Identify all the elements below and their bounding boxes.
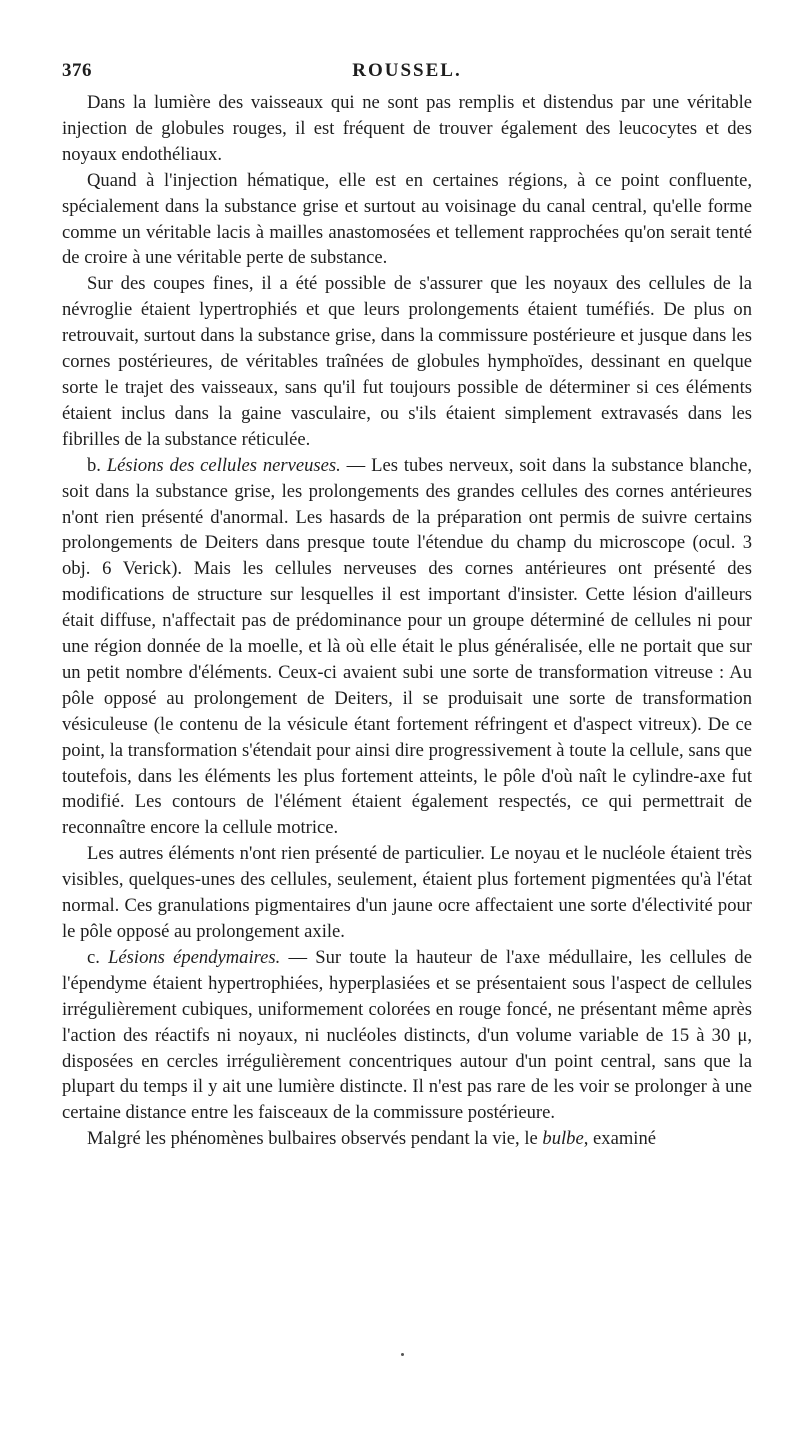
paragraph-text: Dans la lumière des vaisseaux qui ne sont pas remplis et distendus par une véritable injection de globules rouges, il est fréquent de trouver également des leucocytes et des noyaux endothéliaux. [62,92,752,165]
paragraph [62,945,752,1126]
paragraph [62,841,752,945]
paragraph [62,90,752,168]
section-heading: Lésions des cellules nerveuses. [106,454,341,476]
paragraph [62,1126,752,1152]
body-text [62,90,752,1152]
document-page [62,50,752,1152]
paragraph [62,453,752,842]
italic-word: bulbe [542,1128,584,1150]
running-head-author: ROUSSEL. [352,60,462,81]
section-letter: b. [87,454,107,476]
section-letter: c. [87,946,109,968]
section-heading: Lésions épendymaires. [108,946,281,968]
paragraph-text: Quand à l'injection hématique, elle est en certaines régions, à ce point confluente, spécialement dans la substance grise et surtout au voisinage du canal central, qu'elle forme comme un véritable lacis à mailles anastomosées et tellement rapprochées qu'on serait tenté de croire à une véritable perte de substance. [62,169,752,269]
paragraph-text: — Sur toute la hauteur de l'axe médullaire, les cellules de l'épendyme étaient hypertrophiées, hyperplasiées et se présentaient sous l'aspect de cellules irrégulièrement cubiques, uniformement colorées en rouge foncé, ne présentant même après l'action des réactifs ni noyaux, ni nucléoles distincts, d'un volume variable de 15 à 30 μ, disposées en cercles irrégulièrement concentriques autour d'un point central, sans que la plupart du temps il y ait une lumière distincte. Il n'est pas rare de les voir se prolonger à une certaine distance entre les faisceaux de la commissure postérieure. [62,946,752,1124]
paragraph-text: Sur des coupes fines, il a été possible de s'assurer que les noyaux des cellules de la névroglie étaient lypertrophiés et que leurs prolongements étaient tuméfiés. De plus on retrouvait, surtout dans la substance grise, dans la commissure postérieure et jusque dans les cornes postérieures, de véritables traînées de globules hymphoïdes, dessinant en quelque sorte le trajet des vaisseaux, sans qu'il fut toujours possible de déterminer si ces éléments étaient inclus dans la gaine vasculaire, ou s'ils étaient simplement extravasés dans les fibrilles de la substance réticulée. [62,273,752,450]
paragraph-text-tail: , examiné [583,1128,656,1150]
paragraph-text: Les autres éléments n'ont rien présenté de particulier. Le noyau et le nucléole étaient très visibles, quelques-unes des cellules, seulement, étaient plus fortement pigmentées qu'à l'état normal. Ces granulations pigmentaires d'un jaune ocre affectaient une sorte d'électivité pour le pôle opposé au prolongement axile. [62,843,752,942]
paragraph [62,271,752,452]
paragraph-text: Malgré les phénomènes bulbaires observés pendant la vie, le [87,1128,543,1150]
paragraph [62,168,752,272]
page-speck [401,1353,404,1356]
paragraph-text: — Les tubes nerveux, soit dans la substance blanche, soit dans la substance grise, les prolongements des grandes cellules des cornes antérieures n'ont rien présenté d'anormal. Les hasards de la préparation ont permis de suivre certains prolongements de Deiters dans presque toute l'étendue du champ du microscope (ocul. 3 obj. 6 Verick). Mais les cellules nerveuses des cornes antérieures ont présenté des modifications de structure sur lesquelles il est important d'insister. Cette lésion d'ailleurs était diffuse, n'affectait pas de prédominance pour un groupe déterminé de cellules ni pour une région donnée de la moelle, et là où elle était le plus généralisée, elle ne portait que sur un petit nombre d'éléments. Ceux-ci avaient subi une sorte de transformation vitreuse : Au pôle opposé au prolongement de Deiters, il se produisait une sorte de transformation vésiculeuse (le contenu de la vésicule étant fortement réfringent et d'aspect vitreux). De ce point, la transformation s'étendait pour ainsi dire progressivement à toute la cellule, sans que toutefois, dans les éléments les plus fortement atteints, le pôle d'où naît le cylindre-axe fut modifié. Les contours de l'élément étaient également respectés, ce qui permettrait de reconnaître encore la cellule motrice. [62,454,752,839]
running-head [62,50,752,90]
page-number: 376 [62,60,92,81]
